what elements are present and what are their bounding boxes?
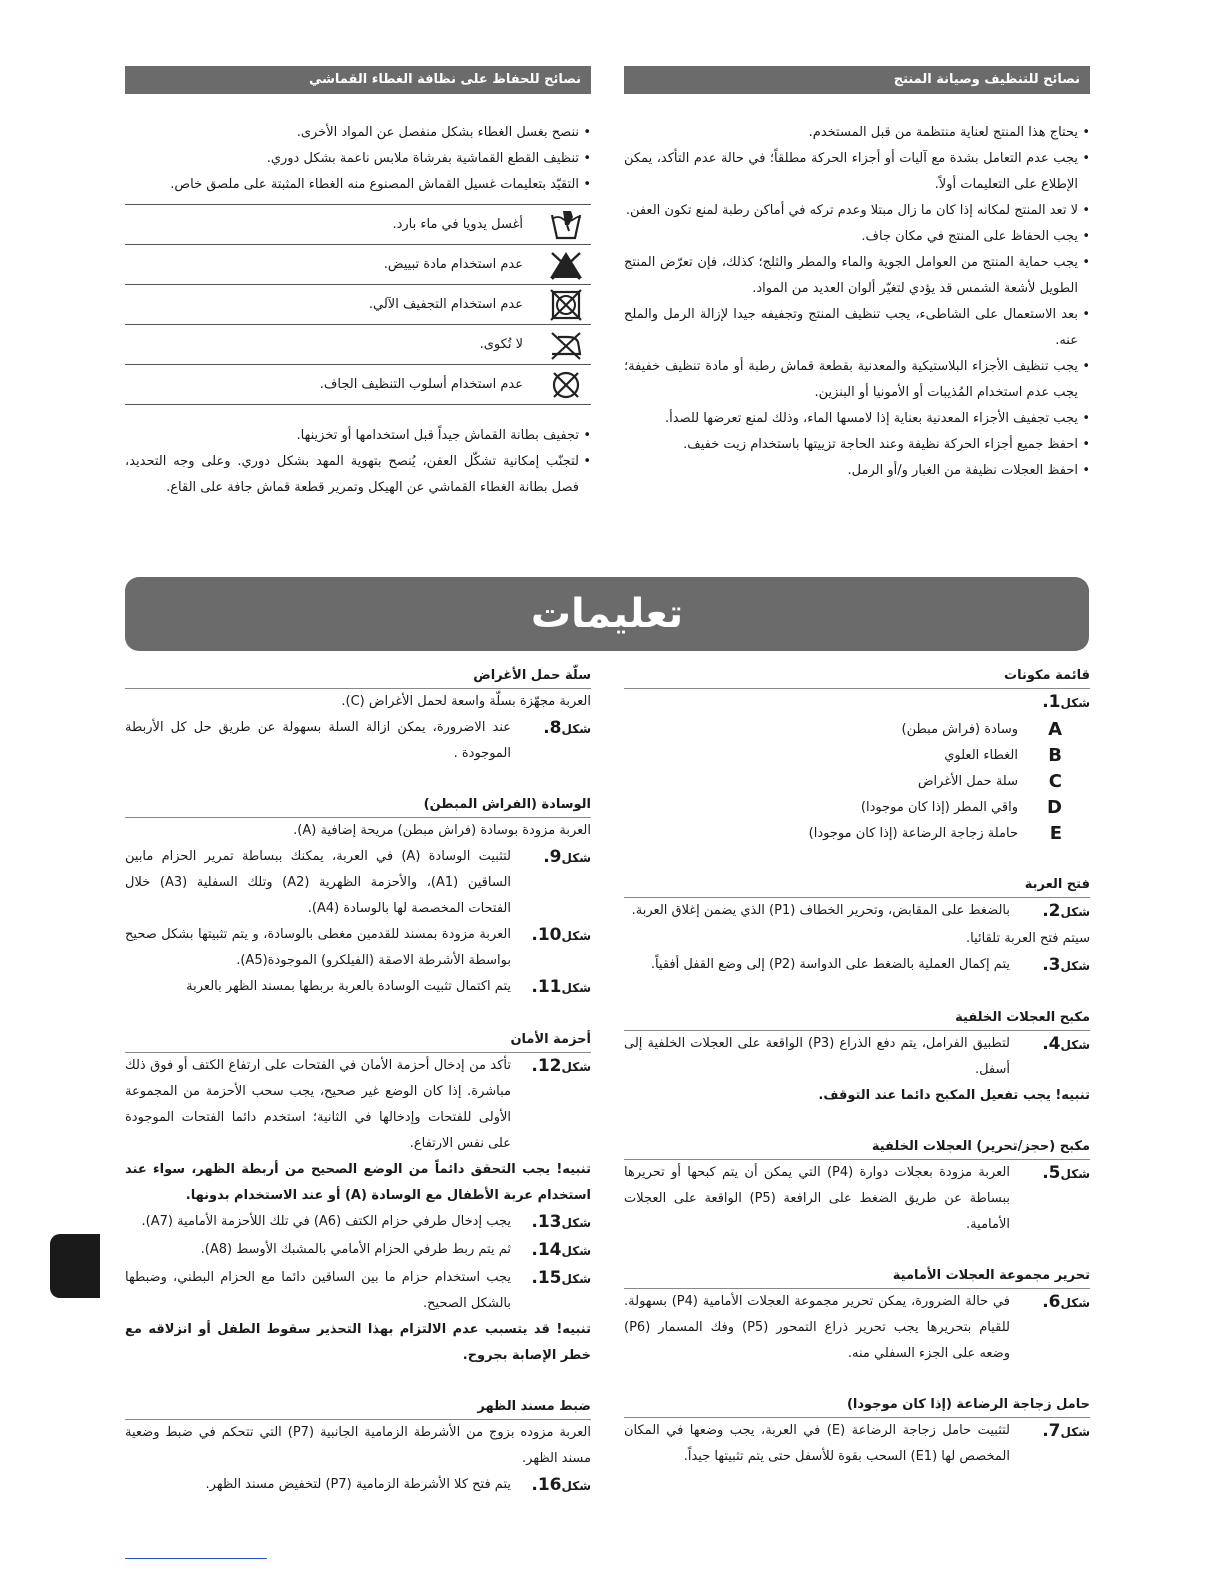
figure-text: لتثبيت الوسادة (A) في العربة، يمكنك ببساطة تمرير الحزام مابين الساقين (A1)، والأحزمة الظهرية (A2) وتلك السفلية (A3) خلال الفتحات المخصصة لها بالوسادة (A4). xyxy=(125,849,512,916)
care-symbol-text: عدم استخدام مادة تبييض. xyxy=(383,257,523,272)
figure-label: شكل15. xyxy=(531,1268,591,1288)
figure-text: العربة مزودة بمسند للقدمين مغطى بالوسادة، و يتم تثبيتها بشكل صحيح بواسطة الأشرطة الاصقة (الفيلكرو) الموجودة(A5). xyxy=(125,927,511,968)
figure-text: عند الاضرورة، يمكن ازالة السلة بسهولة عن طريق حل كل الأربطة الموجودة . xyxy=(125,720,511,761)
care-symbol-text: عدم استخدام أسلوب التنظيف الجاف. xyxy=(319,377,523,392)
rear-brake-section xyxy=(624,1006,1090,1109)
pad-section xyxy=(125,793,591,1002)
figure-ref xyxy=(624,689,1090,717)
list-item: • احفظ جميع أجزاء الحركة نظيفة وعند الحاجة تزييتها باستخدام زيت خفيف. xyxy=(624,432,1090,458)
care-symbol-row xyxy=(125,285,591,325)
list-item: • يحتاج هذا المنتج لعناية منتظمة من قبل المستخدم. xyxy=(624,120,1090,146)
list-item: • يجب تنظيف الأجزاء البلاستيكية والمعدنية بقطعة قماش رطبة أو مادة تنظيف خفيفة؛ يجب عدم استخدام المُذيبات أو الأمونيا أو البنزين. xyxy=(624,354,1090,406)
instructions-right-column xyxy=(624,664,1090,1496)
no-dry-clean-icon xyxy=(545,367,587,403)
warning-text: تنبيه! قد يتسبب عدم الالتزام بهذا التحذير سقوط الطفل أو انزلاقه مع خطر الإصابة بجروح. xyxy=(125,1322,591,1363)
figure-label: شكل16. xyxy=(531,1475,591,1495)
list-item: • التقيّد بتعليمات غسيل القماش المصنوع منه الغطاء المثبتة على ملصق خاص. xyxy=(125,172,591,198)
list-item: • احفظ العجلات نظيفة من الغبار و/أو الرمل. xyxy=(624,458,1090,484)
component-item: E حاملة زجاجة الرضاعة (إذا كان موجودا) xyxy=(808,823,1062,844)
fabric-care-header: نصائح للحفاظ على نظافة الغطاء القماشي xyxy=(125,66,591,94)
product-care-header: نصائح للتنظيف وصيانة المنتج xyxy=(624,66,1090,94)
body-text: العربة مزوده بزوج من الأشرطة الزمامية الجانبية (P7) التي تتحكم في ضبط وضعية مسند الظهر. xyxy=(125,1425,591,1466)
list-item: • بعد الاستعمال على الشاطىء، يجب تنظيف المنتج وتجفيفه جيدا لإزالة الرمل والملح عنه. xyxy=(624,302,1090,354)
section-title: أحزمة الأمان xyxy=(125,1028,591,1053)
component-item: B الغطاء العلوي xyxy=(944,745,1062,766)
figure-text: يتم اكتمال تثبيت الوسادة بالعربة بربطها بمسند الظهر بالعربة xyxy=(186,979,511,994)
section-title: الوسادة (الفراش المبطن) xyxy=(125,793,591,818)
section-title: سلّة حمل الأغراض xyxy=(125,664,591,689)
figure-ref xyxy=(624,952,1090,980)
belts-section xyxy=(125,1028,591,1369)
figure-ref xyxy=(125,1265,591,1317)
figure-ref xyxy=(624,898,1090,926)
figure-text: يجب إدخال طرفي حزام الكتف (A6) في تلك اللأحزمة الأمامية (A7). xyxy=(141,1214,511,1229)
component-item: C سلة حمل الأغراض xyxy=(917,771,1062,792)
product-care-section xyxy=(624,66,1090,484)
figure-label: شكل9. xyxy=(543,847,591,867)
figure-label: شكل1. xyxy=(1042,692,1090,712)
figure-ref xyxy=(624,1418,1090,1470)
list-item: • لا تعد المنتج لمكانه إذا كان ما زال مبتلا وعدم تركه في أماكن رطبة لمنع تكون العفن. xyxy=(624,198,1090,224)
basket-section xyxy=(125,664,591,767)
care-symbol-text: عدم استخدام التجفيف الآلي. xyxy=(368,297,523,312)
care-symbol-text: أغسل يدويا في ماء بارد. xyxy=(392,217,523,232)
figure-label: شكل7. xyxy=(1042,1421,1090,1441)
no-iron-icon xyxy=(545,327,587,363)
hand-wash-icon xyxy=(545,207,587,243)
language-side-tab xyxy=(50,1234,100,1298)
backrest-section xyxy=(125,1395,591,1500)
figure-text: لتطبيق الفرامل، يتم دفع الذراع (P3) الواقعة على العجلات الخلفية إلى أسفل. xyxy=(624,1036,1010,1077)
figure-text: يتم إكمال العملية بالضغط على الدواسة (P2) إلى وضع القفل أفقياً. xyxy=(650,957,1010,972)
list-item: • لتجنّب إمكانية تشكّل العفن، يُنصح بتهوية المهد بشكل دوري. وعلى وجه التحديد، فصل بطانة الغطاء القماشي عن الهيكل وتمرير قطعة قماش جافة على القاع. xyxy=(125,449,591,501)
section-title: مكبح (حجز/تحرير) العجلات الخلفية xyxy=(624,1135,1090,1160)
fabric-care-list xyxy=(125,120,591,198)
care-symbol-row xyxy=(125,325,591,365)
figure-ref xyxy=(125,844,591,922)
body-text: العربة مزودة بوسادة (فراش مبطن) مريحة إضافية (A). xyxy=(293,823,591,838)
no-tumble-dry-icon xyxy=(545,287,587,323)
figure-label: شكل14. xyxy=(531,1240,591,1260)
front-lock-section xyxy=(624,1135,1090,1238)
figure-ref xyxy=(125,715,591,767)
footer-rule xyxy=(125,1558,267,1559)
section-title: قائمة مكونات xyxy=(624,664,1090,689)
section-title: فتح العربة xyxy=(624,873,1090,898)
component-item: A وسادة (فراش مبطن) xyxy=(901,719,1062,740)
list-item: • تنظيف القطع القماشية بفرشاة ملابس ناعمة بشكل دوري. xyxy=(125,146,591,172)
care-symbol-row xyxy=(125,205,591,245)
fabric-care-section xyxy=(125,66,591,501)
figure-label: شكل8. xyxy=(543,718,591,738)
bottle-holder-section xyxy=(624,1393,1090,1470)
figure-ref xyxy=(125,1053,591,1157)
list-item: • ننصح بغسل الغطاء بشكل منفصل عن المواد الأخرى. xyxy=(125,120,591,146)
list-item: • يجب حماية المنتج من العوامل الجوية والماء والمطر والثلج؛ كذلك، فإن تعرّض المنتج الطويل لأشعة الشمس قد يؤدي لتغيّر ألوان العديد من المواد. xyxy=(624,250,1090,302)
warning-text: تنبيه! يجب التحقق دائماً من الوضع الصحيح من أربطة الظهر، سواء عند استخدام عربة الأطفال مع الوسادة (A) أو عند الاستخدام بدونها. xyxy=(125,1162,591,1203)
figure-ref xyxy=(624,1160,1090,1238)
fabric-care-list-bottom xyxy=(125,423,591,501)
figure-text: لتثبيت حامل زجاجة الرضاعة (E) في العربة، يجب وضعها في المكان المخصص لها (E1) السحب بقوة للأسفل حتى يتم تثبيتها جيداً. xyxy=(624,1423,1011,1464)
figure-ref xyxy=(125,1209,591,1237)
section-title: حامل زجاجة الرضاعة (إذا كان موجودا) xyxy=(624,1393,1090,1418)
body-text: العربة مجهّزة بسلّة واسعة لحمل الأغراض (C). xyxy=(341,694,591,709)
figure-ref xyxy=(624,1031,1090,1083)
figure-ref xyxy=(125,922,591,974)
figure-text: بالضغط على المقابض، وتحرير الخطاف (P1) الذي يضمن إغلاق العربة. xyxy=(631,903,1010,918)
figure-text: يجب استخدام حزام ما بين الساقين دائما مع الحزام البطني، وضبطها بالشكل الصحيح. xyxy=(125,1270,511,1311)
list-item: • يجب الحفاظ على المنتج في مكان جاف. xyxy=(624,224,1090,250)
section-title: ضبط مسند الظهر xyxy=(125,1395,591,1420)
figure-label: شكل5. xyxy=(1042,1163,1090,1183)
list-item: • يجب تجفيف الأجزاء المعدنية بعناية إذا لامسها الماء، وذلك لمنع تعرضها للصدأ. xyxy=(624,406,1090,432)
body-text: سيتم فتح العربة تلقائيا. xyxy=(965,931,1090,946)
care-symbol-row xyxy=(125,365,591,405)
opening-section xyxy=(624,873,1090,980)
figure-text: في حالة الضرورة، يمكن تحرير مجموعة العجلات الأمامية (P4) بسهولة. للقيام بتحريرها يجب تحرير ذراع التمحور (P5) وفك المسمار (P6) وضعه على الجزء السفلي منه. xyxy=(624,1294,1011,1361)
front-release-section xyxy=(624,1264,1090,1367)
list-item: • تجفيف بطانة القماش جيداً قبل استخدامها أو تخزينها. xyxy=(125,423,591,449)
instructions-banner: تعليمات xyxy=(125,577,1089,651)
figure-ref xyxy=(125,1237,591,1265)
figure-ref xyxy=(624,1289,1090,1367)
figure-text: العربة مزودة بعجلات دوارة (P4) التي يمكن أن يتم كبحها أو تحريرها ببساطة عن طريق الضغط على الرافعة (P5) الواقعة على العجلات الأمامية. xyxy=(624,1165,1010,1232)
care-symbols-table xyxy=(125,204,591,405)
figure-text: تأكد من إدخال أحزمة الأمان في الفتحات على ارتفاع الكتف أو فوق ذلك مباشرة. إذا كان الوضع غير صحيح، يجب سحب الأحزمة من المجموعة الأولى للفتحات وإدخالها في الثانية؛ استخدم دائما الفتحات الموجودة على نفس الارتفاع. xyxy=(125,1058,511,1151)
figure-label: شكل11. xyxy=(531,977,591,997)
figure-label: شكل13. xyxy=(531,1212,591,1232)
figure-ref xyxy=(125,974,591,1002)
care-symbol-row xyxy=(125,245,591,285)
figure-ref xyxy=(125,1472,591,1500)
no-bleach-icon xyxy=(545,247,587,283)
list-item: • يجب عدم التعامل بشدة مع آليات أو أجزاء الحركة مطلقاً؛ في حالة عدم التأكد، يمكن الإطلاع على التعليمات أولاً. xyxy=(624,146,1090,198)
component-item: D واقي المطر (إذا كان موجودا) xyxy=(860,797,1062,818)
figure-label: شكل12. xyxy=(531,1056,591,1076)
figure-label: شكل4. xyxy=(1042,1034,1090,1054)
section-title: تحرير مجموعة العجلات الأمامية xyxy=(624,1264,1090,1289)
care-symbol-text: لا تُكوى. xyxy=(479,337,523,352)
figure-label: شكل10. xyxy=(531,925,591,945)
figure-label: شكل3. xyxy=(1042,955,1090,975)
figure-text: ثم يتم ربط طرفي الحزام الأمامي بالمشبك الأوسط (A8). xyxy=(200,1242,511,1257)
components-section xyxy=(624,664,1090,847)
product-care-list xyxy=(624,120,1090,484)
figure-text: يتم فتح كلا الأشرطة الزمامية (P7) لتخفيض مسند الظهر. xyxy=(205,1477,511,1492)
section-title: مكبح العجلات الخلفية xyxy=(624,1006,1090,1031)
figure-label: شكل6. xyxy=(1042,1292,1090,1312)
warning-text: تنبيه! يجب تفعيل المكبح دائما عند التوقف. xyxy=(818,1088,1090,1103)
instructions-left-column xyxy=(125,664,591,1526)
figure-label: شكل2. xyxy=(1042,901,1090,921)
